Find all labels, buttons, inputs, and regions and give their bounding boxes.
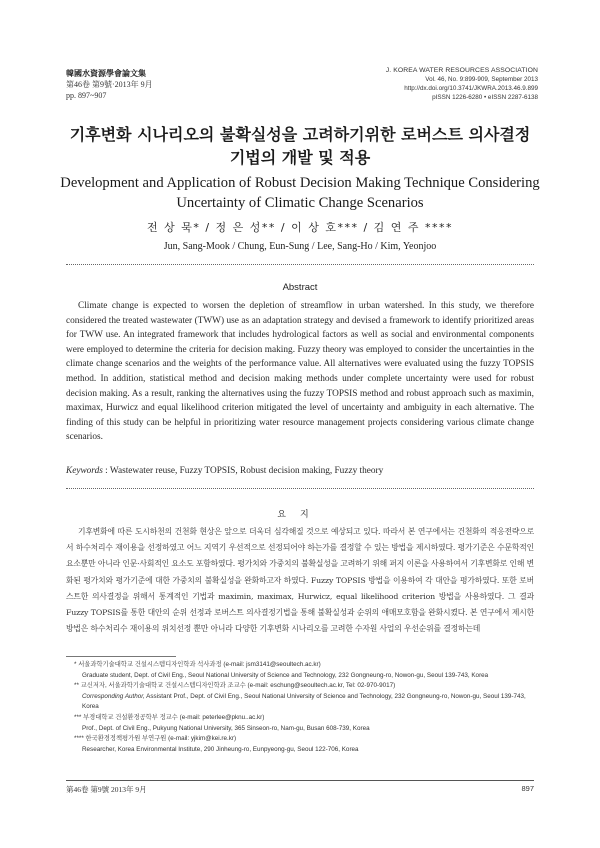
keywords-line xyxy=(66,466,534,476)
footnote-item xyxy=(74,734,534,755)
journal-name-english: J. KOREA WATER RESOURCES ASSOCIATION xyxy=(385,67,538,74)
journal-title-korean: 韓國水資源學會論文集 xyxy=(66,69,146,78)
authors-korean: 전 상 묵* / 정 은 성** / 이 상 호*** / 김 연 주 **** xyxy=(146,221,454,234)
journal-header-right xyxy=(386,66,538,102)
title-korean-line1: 기후변화 시나리오의 불확실성을 고려하기위한 로버스트 의사결정 xyxy=(69,125,531,144)
journal-header-left xyxy=(66,68,153,101)
footnote-korean: *** 부경대학교 건설환경공학부 정교수 (e-mail: peterlee@pknu..ac.kr) xyxy=(74,713,265,721)
footnote-english-text: Assistant Prof., Dept. of Civil Eng., Seoul National University of Science and Technology, 232 Gongneung-ro, Nowon-gu, Seoul 139-743, Korea xyxy=(82,692,526,711)
volume-line: Vol. 46, No. 9:899-909, September 2013 xyxy=(425,76,538,83)
footnote-english-text: Graduate student, Dept. of Civil Eng., Seoul National University of Science and Technology, 232 Gongneung-ro, Nowon-gu, Seoul 139-743, Korea xyxy=(82,671,489,679)
footnote-english-text: Researcher, Korea Environmental Institute, 290 Jinheung-ro, Eunpyeong-gu, Seoul 122-706, Korea xyxy=(82,745,359,753)
footnote-role: Corresponding Author, xyxy=(82,692,145,700)
footnote-item xyxy=(74,713,534,734)
footnote-english xyxy=(74,745,534,756)
footnotes xyxy=(74,660,534,755)
footnote-english xyxy=(74,671,534,682)
title-english xyxy=(40,173,560,213)
authors-english: Jun, Sang-Mook / Chung, Eun-Sung / Lee, Sang-Ho / Kim, Yeonjoo xyxy=(163,241,437,252)
abstract-body: Climate change is expected to worsen the depletion of streamflow in urban watershed. In this study, we therefore considered the treated wastewater (TWW) use as an adaptation strategy and devised a framework to identify prioritized areas for TWW use. An integrated framework that includes hydrological factors as well as social and environmental components were employed to determine the criteria for decision making. Fuzzy theory was employed to consider the uncertainties in the climate change scenarios and the weights of the performance value. All alternatives were evaluated using the fuzzy TOPSIS method. In addition, statistical method and decision making methods under complete uncertainty were used for robust decision making. As a result, ranking the alternatives using the fuzzy TOPSIS method and robust approach such as maximin, maximax, Hurwicz and equal likelihood criterion mitigated the level of uncertainty and ambiguity in each alternative. The finding of this study can be helpful in prioritizing water resource management projects considering various climate change scenarios. xyxy=(66,301,534,443)
dotted-divider-top xyxy=(66,264,534,265)
keywords-separator: : xyxy=(102,466,110,476)
title-korean xyxy=(40,123,560,169)
title-english-line2: Uncertainty of Climatic Change Scenarios xyxy=(176,195,424,211)
keywords-text: Wastewater reuse, Fuzzy TOPSIS, Robust decision making, Fuzzy theory xyxy=(109,466,384,476)
korean-summary-heading: 요지 xyxy=(277,510,323,520)
doi-link[interactable]: http://dx.doi.org/10.3741/JKWRA.2013.46.9.899 xyxy=(404,85,538,92)
footnote-english xyxy=(74,724,534,735)
volume-issue: 第46卷 第9號·2013年 9月 xyxy=(66,80,153,89)
footnote-korean: ** 교신저자, 서울과학기술대학교 건설시스템디자인학과 조교수 (e-mail: eschung@seoultech.ac.kr, Tel: 02-970-9017) xyxy=(74,682,396,690)
footnote-rule xyxy=(66,656,176,657)
footnote-english xyxy=(74,692,534,713)
footnote-item xyxy=(74,660,534,681)
page-range: pp. 897~907 xyxy=(66,91,107,100)
dotted-divider-bottom xyxy=(66,488,534,489)
abstract-heading: Abstract xyxy=(282,282,318,293)
keywords-label: Keywords xyxy=(66,466,103,476)
footer-page-number: 897 xyxy=(521,784,534,793)
footer-volume: 第46卷 第9號 2013年 9月 xyxy=(66,785,147,794)
footnote-item xyxy=(74,681,534,713)
footnote-korean: **** 한국환경정책평가원 부연구원 (e-mail: yjkim@kei.re.kr) xyxy=(74,735,237,743)
footnote-english-text: Prof., Dept. of Civil Eng., Pukyung National University, 365 Sinseon-ro, Nam-gu, Busan 608-739, Korea xyxy=(82,724,370,732)
korean-summary-body: 기후변화에 따른 도시하천의 건천화 현상은 앞으로 더욱더 심각해질 것으로 예상되고 있다. 따라서 본 연구에서는 건천화의 적응전략으로서 하수처리수 재이용을 선정하였고 어느 지역기 우선적으로 선정되어야 하는가를 결정할 수 있는 방법을 제시하였다. 평가기준은 수문학적인 요소뿐만 아니라 인문·사회적인 요소도 포함하였다. 평가치와 가중치의 불확실성을 고려하기 위해 퍼지 이론을 사용하여서 기후변화로 인해 변화된 평가치와 평가기준에 대한 가중치의 불확실성을 완화하고자 하였다. Fuzzy TOPSIS 방법을 이용하여 각 대안을 평가하였다. 또한 로버스트한 의사결정을 위해서 통계적인 기법과 maximin, maximax, Hurwicz, equal likelihood criterion 방법을 사용하였다. 그 결과 Fuzzy TOPSIS를 통한 대안의 순위 선정과 로버스트 의사결정기법을 통해 불확실성과 순위의 애매모호함을 완화시켰다. 본 연구에서 제시한 방법은 하수처리수 재이용의 위치선정 뿐만 아니라 다양한 기후변화 시나리오를 고려한 수자원 사업의 우선순위를 결정하는데 xyxy=(66,527,534,634)
footer-rule xyxy=(66,780,534,781)
title-english-line1: Development and Application of Robust Decision Making Technique Considering xyxy=(60,175,540,191)
footnote-korean: * 서울과학기술대학교 건설시스템디자인학과 석사과정 (e-mail: jsm3141@seoultech.ac.kr) xyxy=(74,661,321,668)
title-korean-line2: 기법의 개발 및 적용 xyxy=(229,148,371,167)
issn-line: pISSN 1226-6280 • eISSN 2287-6138 xyxy=(432,94,538,101)
